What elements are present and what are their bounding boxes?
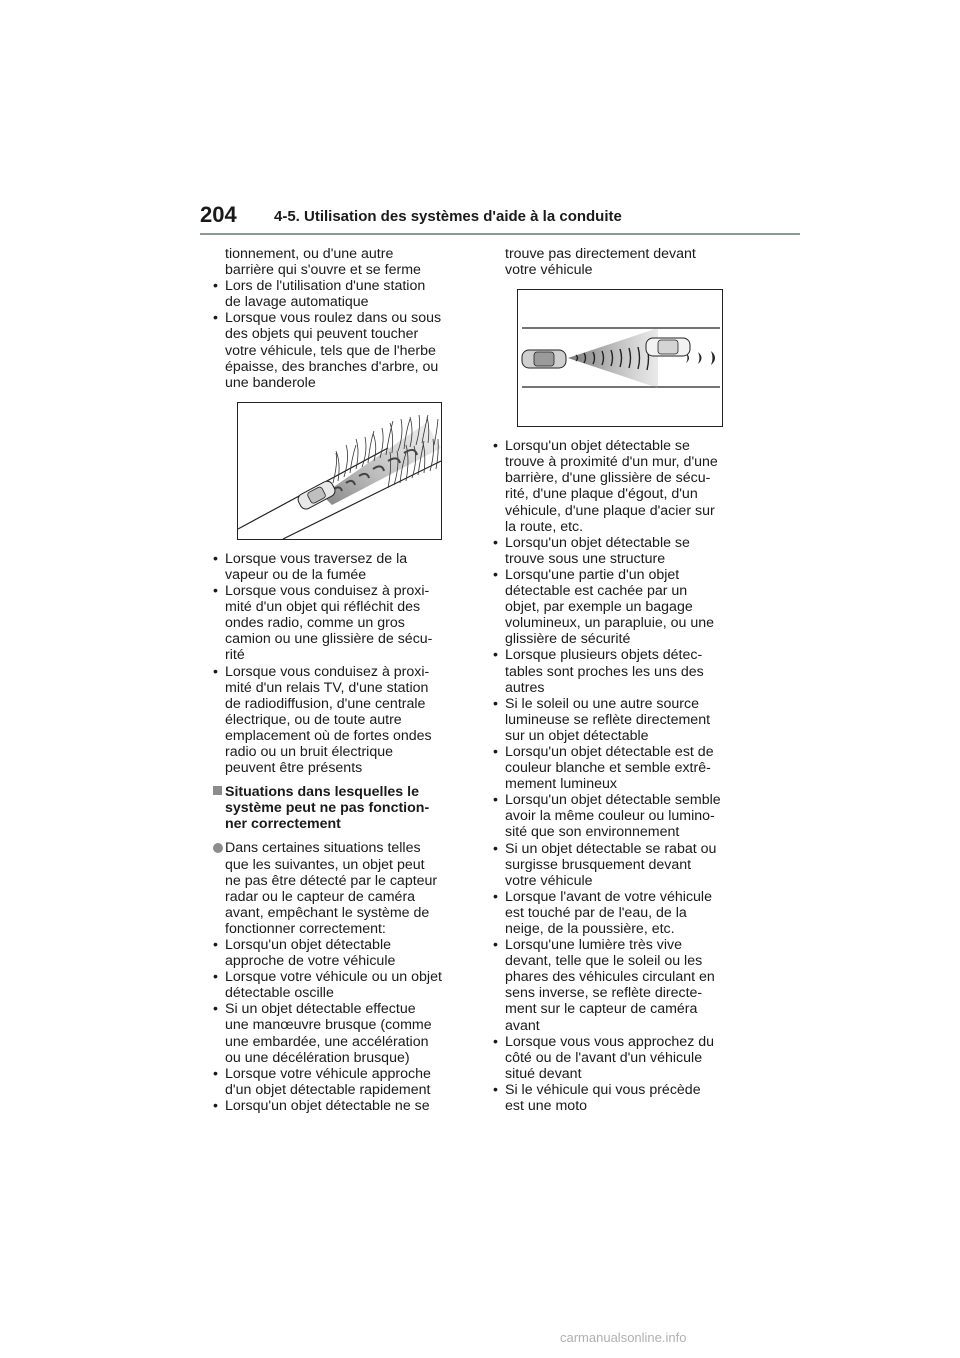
list-item: [493, 696, 763, 744]
text-line: • Lorsqu'un objet détectable semble: [505, 792, 721, 809]
text-line: • Lorsqu'un objet détectable se: [505, 534, 690, 551]
illustration-vehicle-under-vegetation: [237, 402, 442, 540]
heading-line: système peut ne pas fonction-: [225, 800, 430, 817]
right-intro: [493, 246, 763, 278]
paragraph: [213, 840, 478, 937]
list-item: [493, 1034, 763, 1082]
text-line: tionnement, ou d'une autre: [225, 246, 394, 262]
left-intro: [213, 246, 478, 278]
list-item: [213, 969, 478, 1001]
text-line: sité que son environnement: [505, 824, 680, 841]
text-line: autres: [505, 679, 545, 696]
text-line: • Si un objet détectable se rabat ou: [505, 840, 717, 857]
text-line: rité, d'une plaque d'égout, d'un: [505, 486, 698, 503]
text-line: une banderole: [225, 374, 316, 391]
text-line: une embardée, une accélération: [225, 1033, 429, 1050]
left-column: [213, 246, 478, 1114]
text-line: • Lorsque vous traversez de la: [225, 550, 408, 567]
text-line: glissière de sécurité: [505, 631, 631, 648]
text-line: radar ou le capteur de caméra: [225, 888, 416, 905]
text-line: une manœuvre brusque (comme: [225, 1017, 432, 1034]
text-line: ment sur le capteur de caméra: [505, 1001, 698, 1018]
text-line: • Lorsqu'un objet détectable: [225, 937, 391, 953]
text-line: véhicule, d'une plaque d'acier sur: [505, 502, 715, 519]
page-header: [200, 200, 800, 236]
text-line: camion ou une glissière de sécu-: [225, 631, 433, 648]
text-line: ondes radio, comme un gros: [225, 615, 405, 632]
text-line: • Si le véhicule qui vous précède: [505, 1081, 701, 1098]
list-item: [213, 937, 478, 969]
text-line: trouve sous une structure: [505, 550, 666, 567]
text-line: trouve à proximité d'un mur, d'une: [505, 454, 718, 471]
text-line: fonctionner correctement:: [225, 920, 386, 937]
text-line: • Lorsqu'une partie d'un objet: [505, 566, 680, 583]
list-item: [493, 937, 763, 1034]
text-line: mité d'un relais TV, d'une station: [225, 679, 429, 696]
text-line: votre véhicule, tels que de l'herbe: [225, 342, 436, 359]
watermark: carmanualsonline.info: [560, 1330, 687, 1345]
text-line: • Lorsque vous conduisez à proxi-: [225, 583, 430, 600]
text-line: devant, telle que le soleil ou les: [505, 953, 703, 970]
text-line: • Si un objet détectable effectue: [225, 1001, 416, 1018]
text-line: mement lumineux: [505, 776, 617, 793]
text-line: est une moto: [505, 1098, 588, 1115]
text-line: détectable oscille: [225, 985, 334, 1002]
list-item: [213, 310, 478, 390]
circle-bullet-icon: [213, 843, 223, 853]
text-line: que les suivantes, un objet peut: [225, 856, 425, 873]
text-line: ou une décélération brusque): [225, 1049, 410, 1066]
text-line: tables sont proches les uns des: [505, 663, 704, 680]
text-line: emplacement où de fortes ondes: [225, 727, 432, 744]
text-line: surgisse brusquement devant: [505, 856, 692, 873]
list-item: [213, 1098, 478, 1114]
vehicle-ahead: [646, 338, 690, 356]
text-line: • Lorsque votre véhicule approche: [225, 1065, 431, 1082]
subsection-heading: [213, 784, 478, 832]
text-line: • Lorsque l'avant de votre véhicule: [505, 888, 712, 905]
list-item: [493, 744, 763, 792]
list-item: [213, 664, 478, 777]
header-rule: [200, 233, 800, 235]
text-line: mité d'un objet qui réfléchit des: [225, 599, 421, 616]
text-line: approche de votre véhicule: [225, 953, 396, 970]
list-item: [493, 841, 763, 889]
text-line: neige, de la poussière, etc.: [505, 921, 675, 937]
text-line: • Lorsque vous roulez dans ou sous: [225, 310, 442, 327]
text-line: • Lorsque votre véhicule ou un objet: [225, 969, 442, 986]
text-line: lumineuse se reflète directement: [505, 711, 711, 728]
text-line: est touché par de l'eau, de la: [505, 904, 687, 921]
text-line: trouve pas directement devant: [505, 246, 696, 262]
text-line: vapeur ou de la fumée: [225, 566, 367, 583]
text-line: • Lorsqu'un objet détectable ne se: [225, 1097, 430, 1114]
text-line: votre véhicule: [505, 262, 593, 279]
text-line: barrière qui s'ouvre et se ferme: [225, 262, 421, 279]
text-line: • Lorsque plusieurs objets détec-: [505, 647, 703, 664]
text-line: situé devant: [505, 1065, 582, 1082]
text-line: phares des véhicules circulant en: [505, 969, 715, 986]
list-item: [493, 535, 763, 567]
text-line: épaisse, des branches d'arbre, ou: [225, 358, 439, 375]
list-item: [493, 792, 763, 840]
text-line: volumineux, un parapluie, ou une: [505, 615, 715, 632]
text-line: rité: [225, 647, 245, 664]
list-item: [213, 1001, 478, 1065]
page-number: 204: [200, 202, 237, 227]
text-line: votre véhicule: [505, 872, 593, 889]
text-line: • Lorsque vous conduisez à proxi-: [225, 663, 430, 680]
heading-line: Situations dans lesquelles le: [225, 784, 419, 801]
list-item: [213, 1066, 478, 1098]
text-line: détectable est cachée par un: [505, 583, 688, 600]
list-item: [493, 889, 763, 937]
list-item: [213, 583, 478, 663]
list-item: [213, 278, 478, 310]
text-line: avant, empêchant le système de: [225, 904, 430, 921]
text-line: avoir la même couleur ou lumino-: [505, 808, 715, 825]
text-line: avant: [505, 1017, 540, 1034]
square-bullet-icon: [213, 786, 222, 795]
list-item: [493, 567, 763, 647]
section-title: 4-5. Utilisation des systèmes d'aide à la conduite: [274, 208, 622, 225]
text-line: de radiodiffusion, d'une centrale: [225, 695, 426, 712]
text-line: barrière, d'une glissière de sécu-: [505, 470, 711, 487]
text-line: côté ou de l'avant d'un véhicule: [505, 1049, 703, 1066]
right-column: [493, 246, 763, 1114]
text-line: • Lorsqu'un objet détectable se: [505, 438, 690, 455]
text-line: • Lorsqu'une lumière très vive: [505, 937, 682, 954]
own-vehicle: [522, 350, 566, 368]
text-line: • Lors de l'utilisation d'une station: [225, 278, 426, 295]
text-line: ne pas être détecté par le capteur: [225, 872, 438, 889]
text-line: couleur blanche et semble extrê-: [505, 760, 711, 777]
heading-line: ner correctement: [225, 816, 341, 833]
list-item: [493, 438, 763, 535]
text-line: électrique, ou de toute autre: [225, 711, 402, 728]
list-item: [213, 551, 478, 583]
illustration-offset-vehicle-ahead: [517, 289, 723, 427]
text-line: • Si le soleil ou une autre source: [505, 695, 700, 712]
text-line: d'un objet détectable rapidement: [225, 1081, 431, 1098]
list-item: [493, 1082, 763, 1114]
text-line: sens inverse, se reflète directe-: [505, 985, 703, 1002]
text-line: peuvent être présents: [225, 760, 363, 777]
text-line: radio ou un bruit électrique: [225, 743, 393, 760]
text-line: • Lorsque vous vous approchez du: [505, 1033, 715, 1050]
text-line: objet, par exemple un bagage: [505, 599, 693, 616]
text-line: des objets qui peuvent toucher: [225, 326, 419, 343]
list-item: [493, 647, 763, 695]
text-line: de lavage automatique: [225, 294, 369, 311]
text-line: sur un objet détectable: [505, 727, 649, 744]
text-line: Dans certaines situations telles: [225, 840, 421, 857]
text-line: la route, etc.: [505, 518, 584, 535]
text-line: • Lorsqu'un objet détectable est de: [505, 743, 714, 760]
